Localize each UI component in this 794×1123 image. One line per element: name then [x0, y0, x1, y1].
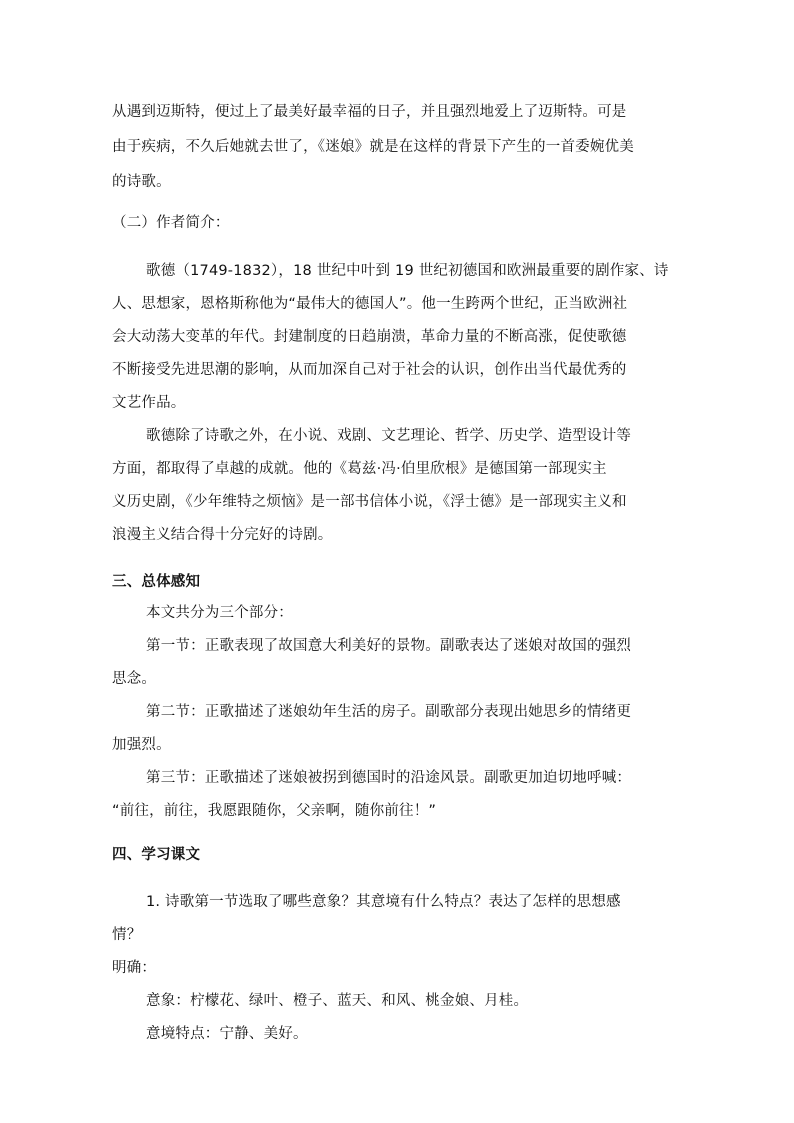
section-line: 第二节：正歌描述了迷娘幼年生活的房子。副歌部分表现出她思乡的情绪更	[146, 704, 632, 720]
intro-line: 从遇到迈斯特，便过上了最美好最幸福的日子，并且强烈地爱上了迈斯特。可是	[112, 104, 627, 120]
section-heading: 三、总体感知	[112, 574, 201, 590]
question-line: 情？	[112, 927, 142, 943]
section-line: 第一节：正歌表现了故国意大利美好的景物。副歌表达了迷娘对故国的强烈	[146, 638, 632, 654]
question-line: 1. 诗歌第一节选取了哪些意象？其意境有什么特点？表达了怎样的思想感	[146, 894, 621, 910]
section-line: 本文共分为三个部分：	[146, 605, 293, 621]
intro-line: 由于疾病，不久后她就去世了，《迷娘》就是在这样的背景下产生的一首委婉优美	[112, 139, 634, 155]
answer-line: 意象：柠檬花、绿叶、橙子、蓝天、和风、桃金娘、月桂。	[146, 993, 529, 1009]
author-paragraph-line: 义历史剧，《少年维特之烦恼》是一部书信体小说，《浮士德》是一部现实主义和	[112, 494, 627, 510]
author-intro-heading: （二）作者简介：	[112, 215, 230, 231]
section-line: 思念。	[112, 671, 157, 687]
author-paragraph-line: 方面，都取得了卓越的成就。他的《葛兹·冯·伯里欣根》是德国第一部现实主	[112, 461, 607, 477]
author-paragraph-line: 不断接受先进思潮的影响，从而加深自己对于社会的认识，创作出当代最优秀的	[112, 362, 627, 378]
section-line: 加强烈。	[112, 737, 171, 753]
author-paragraph-line: 歌德（1749-1832），18 世纪中叶到 19 世纪初德国和欧洲最重要的剧作家、诗	[146, 263, 669, 279]
section-heading: 四、学习课文	[112, 847, 201, 863]
section-line: “前往，前往，我愿跟随你，父亲啊，随你前往！”	[112, 803, 437, 819]
author-paragraph-line: 浪漫主义结合得十分完好的诗剧。	[112, 527, 333, 543]
author-paragraph-line: 歌德除了诗歌之外，在小说、戏剧、文艺理论、哲学、历史学、造型设计等	[146, 428, 632, 444]
author-paragraph-line: 文艺作品。	[112, 395, 186, 411]
author-paragraph-line: 会大动荡大变革的年代。封建制度的日趋崩溃，革命力量的不断高涨，促使歌德	[112, 329, 627, 345]
answer-line: 意境特点：宁静、美好。	[146, 1026, 308, 1042]
section-line: 第三节：正歌描述了迷娘被拐到德国时的沿途风景。副歌更加迫切地呼喊：	[146, 770, 632, 786]
intro-line: 的诗歌。	[112, 174, 171, 190]
author-paragraph-line: 人、思想家，恩格斯称他为“最伟大的德国人”。他一生跨两个世纪，正当欧洲社	[112, 296, 628, 312]
answer-label: 明确：	[112, 960, 157, 976]
